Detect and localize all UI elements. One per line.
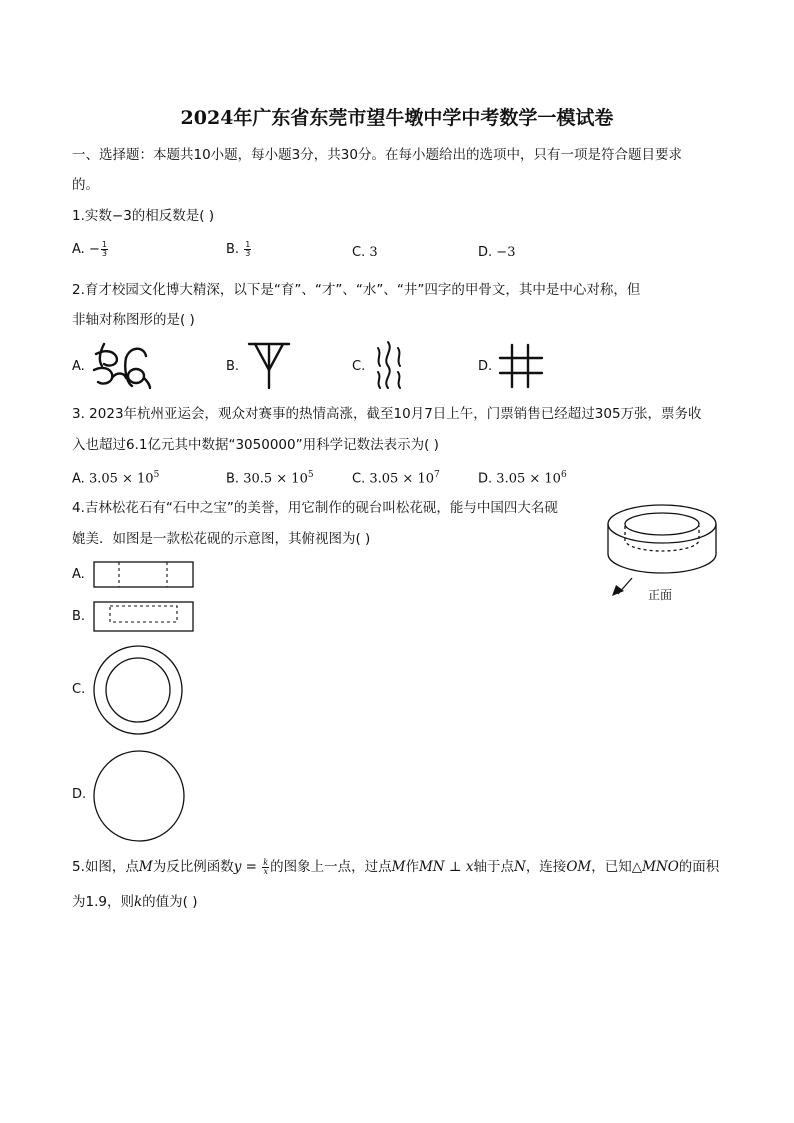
q5-frac-numerator: k bbox=[263, 857, 269, 867]
q3-option-c[interactable] bbox=[352, 466, 440, 488]
q3-option-d-exponent: 6 bbox=[560, 470, 567, 480]
page-title: 2024年广东省东莞市望牛墩中学中考数学一模试卷 bbox=[180, 107, 614, 129]
q3-option-c-exponent: 7 bbox=[434, 470, 440, 480]
question-3-line2: 入也超过6.1亿元其中数据“3050000”用科学记数法表示为( ) bbox=[72, 437, 439, 453]
q1-option-a[interactable] bbox=[72, 241, 109, 259]
q3-option-c-base: 3.05 × 10 bbox=[369, 471, 435, 487]
question-2-line2: 非轴对称图形的是( ) bbox=[72, 312, 195, 328]
q5-text-1: 5.如图，点 bbox=[72, 859, 139, 875]
q3-option-b-base: 30.5 × 10 bbox=[243, 471, 308, 487]
q1-option-c-label: C. bbox=[352, 245, 366, 260]
q3-option-b[interactable] bbox=[226, 466, 314, 488]
question-2-line1: 2.育才校园文化博大精深，以下是“育”、“才”、“水”、“井”四字的甲骨文，其中是中心对称，但 bbox=[72, 282, 641, 298]
q1-option-d-value: −3 bbox=[496, 245, 516, 260]
q5-var-n: N bbox=[514, 859, 526, 875]
question-4-line1: 4.吉林松花石有“石中之宝”的美誉，用它制作的砚台叫松花砚，能与中国四大名砚 bbox=[72, 500, 558, 516]
q5-var-om: OM bbox=[566, 859, 592, 875]
q1-option-b-denominator: 3 bbox=[245, 249, 251, 258]
q5-triangle: △ bbox=[631, 859, 643, 875]
q1-option-d[interactable] bbox=[478, 244, 515, 262]
oracle-glyph-jing-icon[interactable] bbox=[498, 343, 544, 389]
q5-var-x: x bbox=[465, 859, 474, 875]
q3-option-d-label: D. bbox=[478, 471, 493, 487]
q5-text-7: ，已知 bbox=[591, 859, 632, 875]
q5-text-8: 的面积 bbox=[678, 859, 720, 875]
question-5-line2 bbox=[72, 893, 198, 911]
q3-option-b-exponent: 5 bbox=[307, 470, 314, 480]
q5-perp: ⊥ bbox=[444, 859, 466, 875]
q2-option-c-label[interactable]: C. bbox=[352, 359, 366, 374]
inkstone-outer-top bbox=[608, 505, 716, 543]
q4-option-d-figure[interactable] bbox=[92, 749, 186, 843]
q1-option-a-fraction bbox=[101, 241, 108, 258]
q3-option-b-label: B. bbox=[226, 471, 240, 487]
q1-option-b-label: B. bbox=[226, 242, 240, 257]
question-5-line1 bbox=[72, 858, 719, 876]
q1-option-a-sign: − bbox=[88, 242, 100, 257]
section-instructions-line2: 的。 bbox=[72, 177, 99, 193]
q1-option-a-denominator: 3 bbox=[101, 249, 107, 258]
q5-text-4: 作 bbox=[405, 859, 419, 875]
q5-fraction-k-over-x bbox=[262, 859, 269, 876]
q1-option-b[interactable] bbox=[226, 241, 252, 259]
q2-option-d-label[interactable]: D. bbox=[478, 359, 493, 374]
q3-option-a-exponent: 5 bbox=[153, 470, 160, 480]
q2-option-b-label[interactable]: B. bbox=[226, 359, 240, 374]
q5-text-6: ，连接 bbox=[525, 859, 567, 875]
question-3-line1: 3. 2023年杭州亚运会，观众对赛事的热情高涨，截至10月7日上午，门票销售已经超过305万张，票务收 bbox=[72, 406, 702, 422]
q5-equals: = bbox=[241, 859, 262, 875]
q1-option-a-label: A. bbox=[72, 242, 85, 257]
q1-option-b-numerator: 1 bbox=[245, 240, 251, 249]
oracle-glyph-shui-icon[interactable] bbox=[372, 338, 408, 390]
front-view-label: 正面 bbox=[648, 588, 673, 602]
inkstone-hidden-inner bbox=[625, 526, 699, 551]
q5-var-y: y bbox=[233, 859, 242, 875]
q5-var-mn: MN bbox=[418, 859, 445, 875]
q3-option-a[interactable] bbox=[72, 466, 159, 488]
q5-text-3: 的图象上一点，过点 bbox=[270, 859, 392, 875]
q1-option-d-label: D. bbox=[478, 245, 493, 260]
question-1-stem: 1.实数−3的相反数是( ) bbox=[72, 208, 215, 224]
q2-option-a-label[interactable]: A. bbox=[72, 359, 85, 374]
inkstone-figure bbox=[604, 500, 724, 600]
q1-option-c[interactable] bbox=[352, 244, 378, 262]
section-instructions-line1: 一、选择题：本题共10小题，每小题3分，共30分。在每小题给出的选项中，只有一项是符合题目要求 bbox=[72, 147, 682, 163]
q3-option-d-base: 3.05 × 10 bbox=[496, 471, 561, 487]
inkstone-inner-top bbox=[625, 513, 699, 535]
oracle-glyph-cai-icon[interactable] bbox=[245, 340, 293, 390]
q5-var-mno: MNO bbox=[642, 859, 679, 875]
q4-option-d-label[interactable]: D. bbox=[72, 787, 87, 802]
q4-option-c-label[interactable]: C. bbox=[72, 682, 86, 697]
q5-var-k: k bbox=[133, 894, 143, 910]
q3-option-a-base: 3.05 × 10 bbox=[88, 471, 154, 487]
q5-text-2: 为反比例函数 bbox=[152, 859, 234, 875]
q5-var-m2: M bbox=[391, 859, 406, 875]
q3-option-a-label: A. bbox=[72, 471, 85, 487]
q1-option-b-fraction bbox=[244, 241, 251, 258]
front-view-arrow-head bbox=[612, 585, 624, 596]
q5-var-m: M bbox=[138, 859, 153, 875]
q3-option-c-label: C. bbox=[352, 471, 366, 487]
q4-option-b-figure[interactable] bbox=[93, 601, 195, 633]
inkstone-bottom-front bbox=[608, 554, 716, 573]
q5-frac-denominator: x bbox=[263, 866, 268, 876]
question-4-line2: 媲美．如图是一款松花砚的示意图，其俯视图为( ) bbox=[72, 531, 371, 547]
q1-option-a-numerator: 1 bbox=[101, 240, 107, 249]
oracle-glyph-yu-icon[interactable] bbox=[90, 338, 152, 390]
q3-option-d[interactable] bbox=[478, 466, 567, 488]
q5-text-5: 轴于点 bbox=[473, 859, 514, 875]
q4-option-a-label[interactable]: A. bbox=[72, 567, 85, 582]
q4-option-a-figure[interactable] bbox=[93, 561, 195, 589]
q5-text-9: 为1.9，则 bbox=[72, 894, 134, 910]
q5-text-10: 的值为( ) bbox=[142, 894, 198, 910]
q4-option-b-label[interactable]: B. bbox=[72, 609, 86, 624]
q1-option-c-value: 3 bbox=[369, 245, 378, 260]
q4-option-c-figure[interactable] bbox=[92, 644, 184, 736]
